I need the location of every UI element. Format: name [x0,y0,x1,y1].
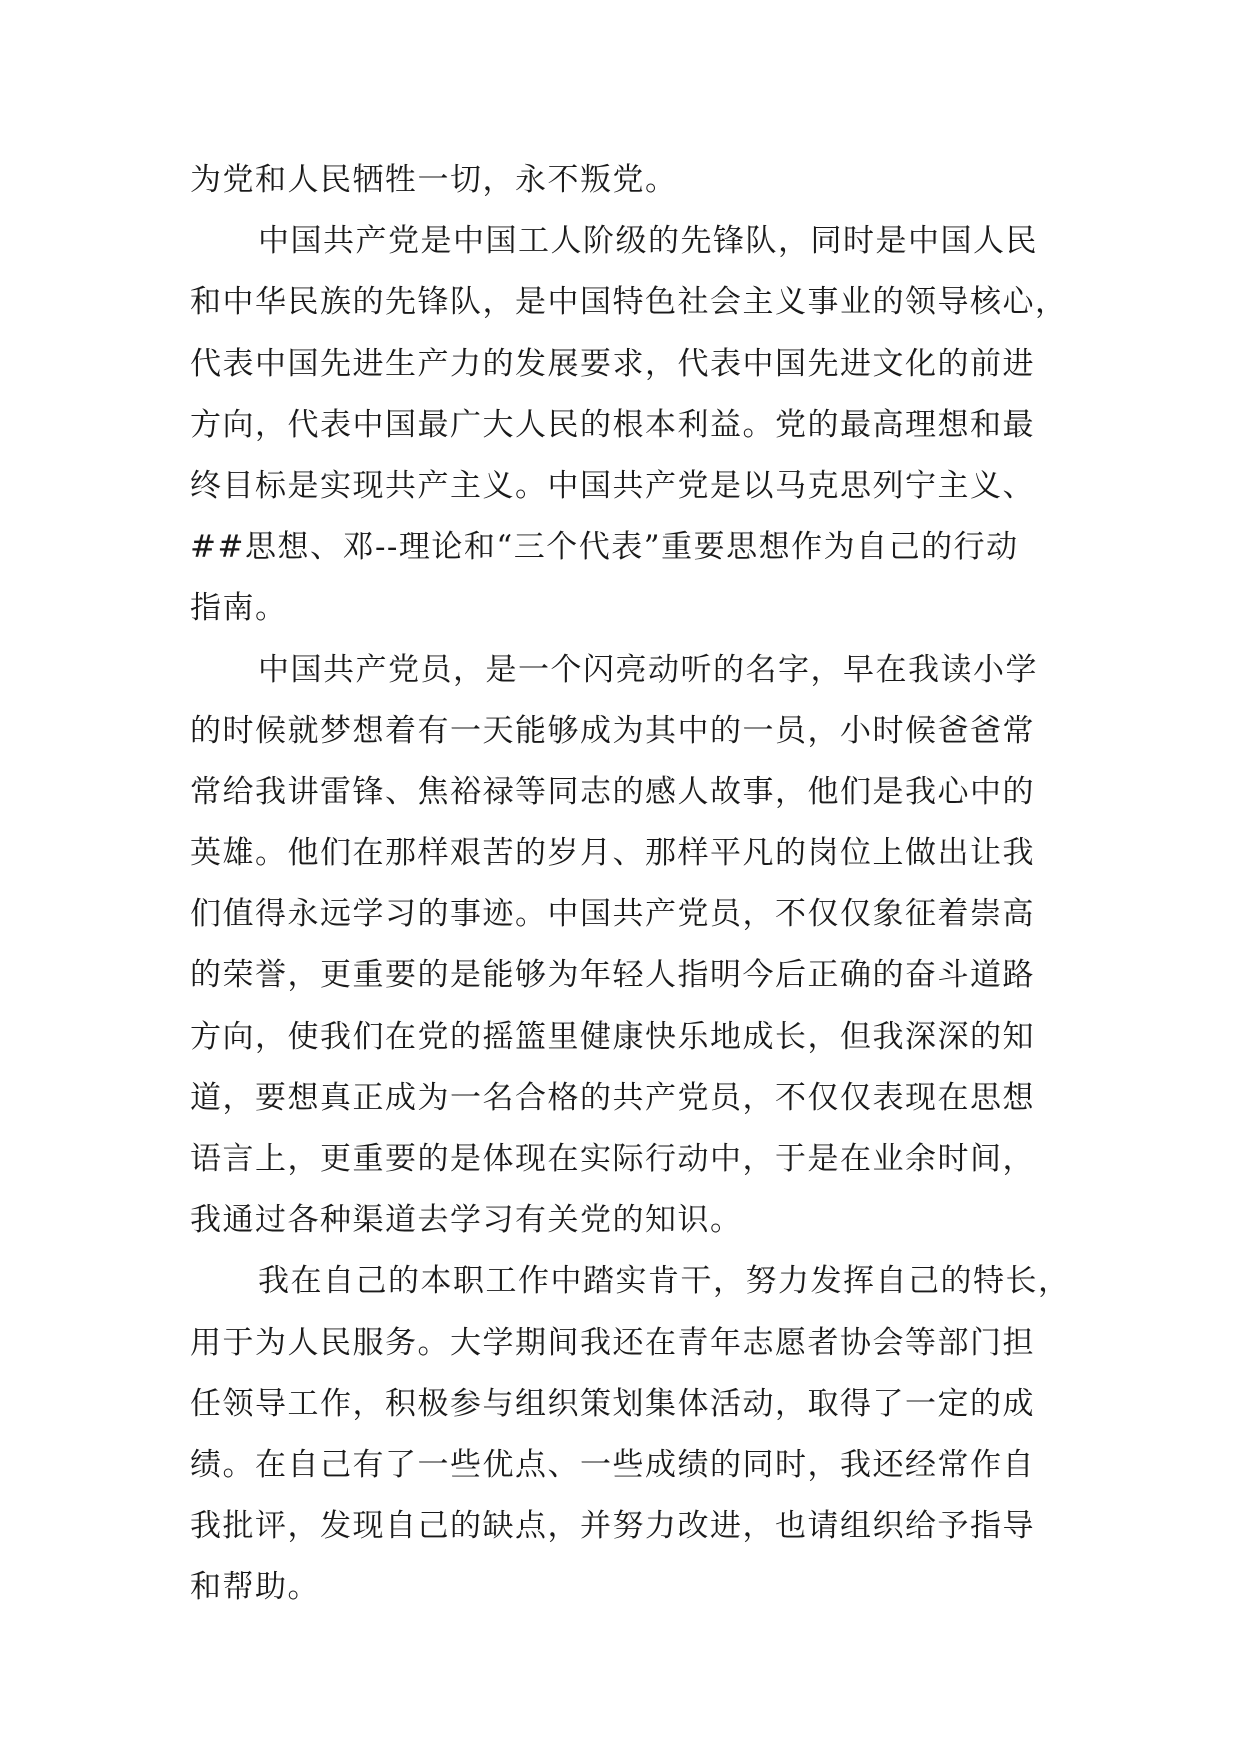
text-line: 绩。在自己有了一些优点、一些成绩的同时，我还经常作自 [190,1446,1035,1483]
text-line: 道，要想真正成为一名合格的共产党员，不仅仅表现在思想 [190,1079,1035,1116]
text-line: 们值得永远学习的事迹。中国共产党员，不仅仅象征着崇高 [190,896,1035,933]
text-line: 我在自己的本职工作中踏实肯干，努力发挥自己的特长， [258,1263,1070,1300]
text-line: 方向，代表中国最广大人民的根本利益。党的最高理想和最 [190,406,1035,443]
text-line: 英雄。他们在那样艰苦的岁月、那样平凡的岗位上做出让我 [190,835,1035,872]
text-line: 中国共产党员，是一个闪亮动听的名字，早在我读小学 [258,651,1038,688]
text-line: 代表中国先进生产力的发展要求，代表中国先进文化的前进 [190,345,1035,382]
text-line: 和帮助。 [190,1569,320,1606]
text-line: 我通过各种渠道去学习有关党的知识。 [190,1202,743,1239]
text-line: 任领导工作，积极参与组织策划集体活动，取得了一定的成 [190,1385,1035,1422]
text-line: 我批评，发现自己的缺点，并努力改进，也请组织给予指导 [190,1508,1035,1545]
text-line: 用于为人民服务。大学期间我还在青年志愿者协会等部门担 [190,1324,1035,1361]
text-line: 终目标是实现共产主义。中国共产党是以马克思列宁主义、 [190,467,1035,504]
text-line: 和中华民族的先锋队，是中国特色社会主义事业的领导核心， [190,284,1068,321]
text-line: 的荣誉，更重要的是能够为年轻人指明今后正确的奋斗道路 [190,957,1035,994]
text-line: 常给我讲雷锋、焦裕禄等同志的感人故事，他们是我心中的 [190,773,1035,810]
text-line: 方向，使我们在党的摇篮里健康快乐地成长，但我深深的知 [190,1018,1035,1055]
text-line: 中国共产党是中国工人阶级的先锋队，同时是中国人民 [258,223,1038,260]
text-line: 为党和人民牺牲一切，永不叛党。 [190,162,678,198]
document-body [190,150,1070,1619]
text-line: 指南。 [190,590,288,627]
text-line: ##思想、邓--理论和“三个代表”重要思想作为自己的行动 [190,529,1019,566]
text-line: 语言上，更重要的是体现在实际行动中，于是在业余时间， [190,1141,1035,1177]
text-line: 的时候就梦想着有一天能够成为其中的一员，小时候爸爸常 [190,712,1035,749]
